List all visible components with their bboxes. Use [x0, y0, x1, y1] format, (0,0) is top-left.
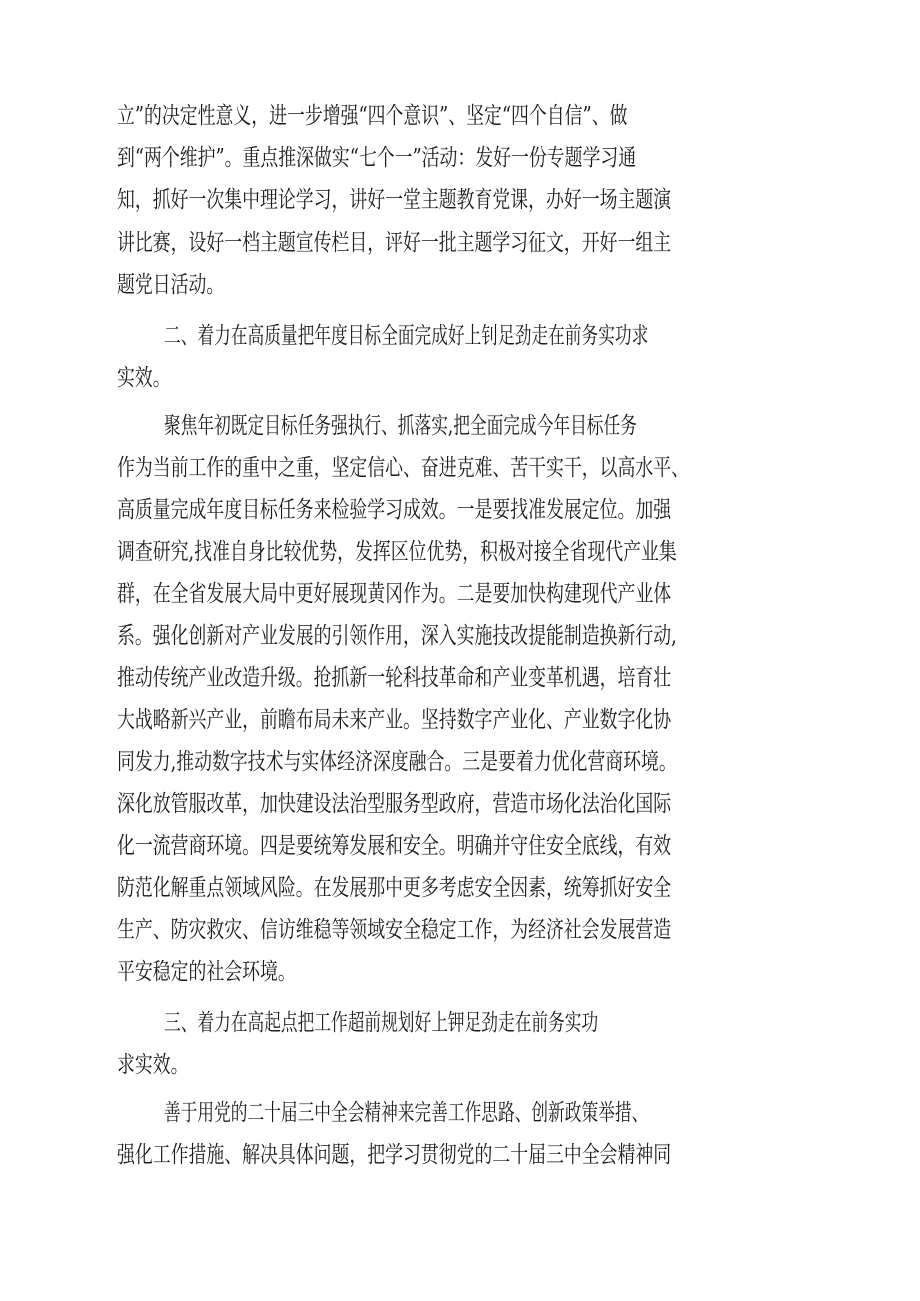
text-line: 立”的决定性意义，进一步增强“四个意识”、坚定“四个自信”、做: [117, 103, 628, 129]
text-line: 讲比赛，设好一档主题宣传栏目，评好一批主题学习征文，开好一组主: [117, 230, 672, 256]
text-line: 防范化解重点领域风险。在发展那中更多考虑安全因素，统筹抓好安全: [117, 875, 672, 901]
text-line: 深化放管服改革，加快建设法治型服务型政府，营造市场化法治化国际: [117, 791, 672, 817]
section-heading-line: 求实效。: [117, 1052, 189, 1078]
section-heading-line: 实效。: [117, 365, 171, 391]
text-line: 调查研究,找准自身比较优势，发挥区位优势，积极对接全省现代产业集: [117, 539, 677, 565]
text-line: 到“两个维护”。重点推深做实“七个一”活动：发好一份专题学习通: [117, 145, 637, 171]
text-line: 强化工作措施、解决具体问题，把学习贯彻党的二十届三中全会精神同: [117, 1142, 672, 1168]
text-line: 知，抓好一次集中理论学习，讲好一堂主题教育党课，办好一场主题演: [117, 187, 672, 213]
text-line: 化一流营商环境。四是要统筹发展和安全。明确并守住安全底线，有效: [117, 833, 672, 859]
text-line: 高质量完成年度目标任务来检验学习成效。一是要找准发展定位。加强: [117, 497, 672, 523]
section-heading-line: 二、着力在高质量把年度目标全面完成好上钊足劲走在前务实功求: [164, 323, 649, 349]
text-line: 系。强化创新对产业发展的引领作用，深入实施技改提能制造换新行动,: [117, 623, 677, 649]
text-line: 大战略新兴产业，前瞻布局未来产业。坚持数字产业化、产业数字化协: [117, 707, 672, 733]
text-line: 作为当前工作的重中之重，坚定信心、奋进克难、苦干实干，以高水平、: [117, 455, 689, 481]
section-heading-line: 三、着力在高起点把工作超前规划好上钾足劲走在前务实功: [164, 1010, 599, 1036]
text-line: 聚焦年初既定目标任务强执行、抓落实,把全面完成今年目标任务: [164, 413, 637, 439]
text-line: 平安稳定的社会环境。: [117, 959, 296, 985]
text-line: 同发力,推动数字技术与实体经济深度融合。三是要着力优化营商环境。: [117, 749, 677, 775]
text-line: 群，在全省发展大局中更好展现黄冈作为。二是要加快构建现代产业体: [117, 581, 672, 607]
text-line: 题党日活动。: [117, 272, 225, 298]
text-line: 推动传统产业改造升级。抢抓新一轮科技革命和产业变革机遇，培育壮: [117, 665, 672, 691]
text-line: 善于用党的二十届三中全会精神来完善工作思路、创新政策举措、: [164, 1100, 649, 1126]
text-line: 生产、防灾救灾、信访维稳等领域安全稳定工作，为经济社会发展营造: [117, 917, 672, 943]
